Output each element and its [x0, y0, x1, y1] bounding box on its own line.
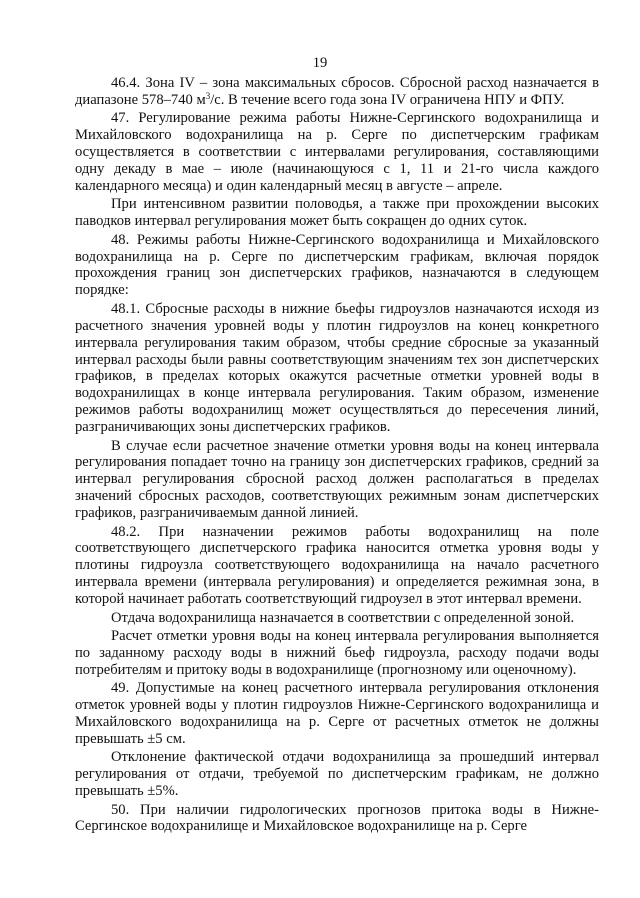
paragraph-47-flood: При интенсивном развитии половодья, а также при прохождении высоких паводков интервал регулирования может быть сокращен до одних суток.: [75, 196, 599, 230]
paragraph-50: 50. При наличии гидрологических прогнозов притока воды в Нижне-Сергинское водохранилище и Михайловское водохранилище на р. Серге: [75, 801, 599, 835]
paragraph-48: 48. Режимы работы Нижне-Сергинского водохранилища и Михайловского водохранилища на р. Серге по диспетчерским графикам, включая порядок прохождения границ зон диспетчерских графиков, назначаются в следующем порядке:: [75, 231, 599, 299]
paragraph-47: 47. Регулирование режима работы Нижне-Сергинского водохранилища и Михайловского водохранилища на р. Серге по диспетчерским графикам осуществляется в соответствии с интервалами регулирования, составляющими одну декаду в мае – июле (начинающуюся с 1, 11 и 21-го числа каждого календарного месяца) и один календарный месяц в августе – апреле.: [75, 110, 599, 194]
paragraph-46-4-text: 46.4. Зона IV – зона максимальных сбросов. Сбросной расход назначается в диапазоне 578–740 м: [75, 75, 599, 108]
paragraph-49-deviation: Отклонение фактической отдачи водохранилища за прошедший интервал регулирования от отдачи, требуемой по диспетчерским графикам, не должно превышать ±5%.: [75, 749, 599, 800]
paragraph-48-2-yield: Отдача водохранилища назначается в соответствии с определенной зоной.: [111, 609, 575, 626]
page-number: 19: [312, 55, 328, 71]
paragraph-48-1-boundary: В случае если расчетное значение отметки уровня воды на конец интервала регулирования попадает точно на границу зон диспетчерских графиков, средний за интервал регулирования сбросной расход должен располагаться в пределах значений сбросных расходов, соответствующих режимным зонам диспетчерских графиков, разграничиваемым данной линией.: [75, 437, 599, 522]
paragraph-46-4-text-end: /с. В течение всего года зона IV ограничена НПУ и ФПУ.: [210, 91, 565, 108]
paragraph-49: 49. Допустимые на конец расчетного интервала регулирования отклонения отметок уровней воды у плотин гидроузлов Нижне-Сергинского водохранилища и Михайловского водохранилища на р. Серге от расчетных отметок не должны превышать ±5 см.: [75, 680, 599, 747]
paragraph-48-2-calculation: Расчет отметки уровня воды на конец интервала регулирования выполняется по заданному расходу воды в нижний бьеф гидроузла, расходу подачи воды потребителям и притоку воды в водохранилище (прогнозному или оценочному).: [75, 628, 599, 678]
paragraph-46-4: [75, 75, 599, 109]
paragraph-48-1: 48.1. Сбросные расходы в нижние бьефы гидроузлов назначаются исходя из расчетного значения уровней воды у плотин гидроузлов на конец конкретного интервала регулирования таким образом, чтобы средние сбросные за указанный интервал расходы были равны соответствующим значениям тех зон диспетчерских графиков, в пределах которых окажутся расчетные отметки уровней воды в водохранилищах в конце интервала регулирования. Таким образом, изменение режимов работы водохранилищ может осуществляться до пересечения линий, разграничивающих зоны диспетчерских графиков.: [75, 300, 599, 436]
cubic-superscript: 3: [205, 90, 211, 101]
document-body: [75, 75, 599, 837]
paragraph-48-2: 48.2. При назначении режимов работы водохранилищ на поле соответствующего диспетчерского графика наносится отметка уровня воды у плотины гидроузла соответствующего водохранилища на начало расчетного интервала времени (интервала регулирования) и определяется режимная зона, в которой начинает работать соответствующий гидроузел в этот интервал времени.: [75, 523, 599, 608]
